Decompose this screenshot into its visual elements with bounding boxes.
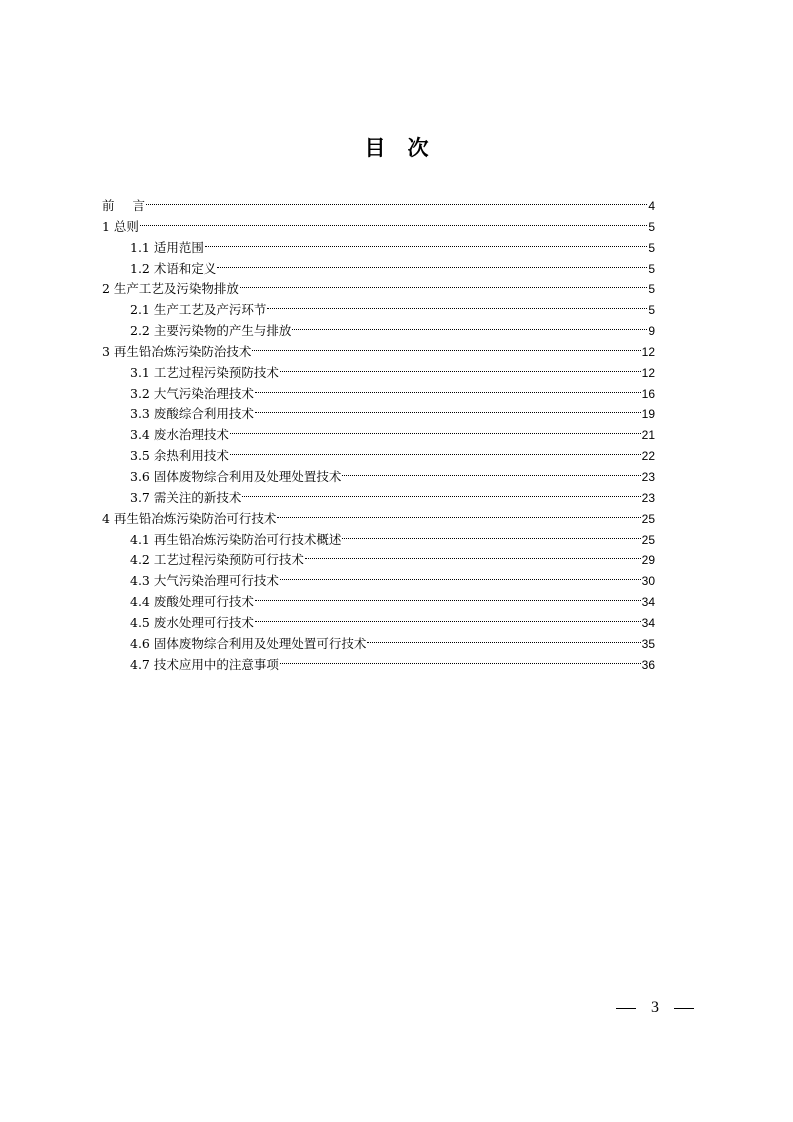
toc-entry-page: 9 <box>648 324 655 339</box>
toc-entry-page: 5 <box>648 282 655 297</box>
toc-entry-label: 4.4 废酸处理可行技术 <box>130 594 254 610</box>
dot-leader <box>280 649 641 669</box>
dot-leader <box>230 440 641 460</box>
dot-leader <box>280 357 641 377</box>
toc-entry-label: 4 再生铅冶炼污染防治可行技术 <box>102 510 277 526</box>
toc-entry-label: 3.6 固体废物综合利用及处理处置技术 <box>130 468 342 484</box>
dot-leader <box>267 294 647 314</box>
toc-entry[interactable] <box>102 232 655 253</box>
toc-entry-page: 5 <box>648 303 655 318</box>
toc-entry-label: 1 总则 <box>102 218 139 234</box>
dot-leader <box>252 336 640 356</box>
dot-leader <box>255 586 641 606</box>
dot-leader <box>292 315 647 335</box>
dot-leader <box>255 398 641 418</box>
footer-dash-right <box>674 1008 694 1009</box>
dot-leader <box>342 524 640 544</box>
toc-entry-label: 4.3 大气污染治理可行技术 <box>130 573 279 589</box>
toc-entry-label: 4.6 固体废物综合利用及处理处置可行技术 <box>130 635 367 651</box>
dot-leader <box>217 253 647 273</box>
toc-entry-label: 4.7 技术应用中的注意事项 <box>130 656 279 672</box>
dot-leader <box>230 419 641 439</box>
table-of-contents <box>102 190 655 672</box>
dot-leader <box>367 628 640 648</box>
toc-entry-page: 23 <box>641 490 655 505</box>
toc-entry-label: 2.2 主要污染物的产生与排放 <box>130 323 292 339</box>
toc-entry-label: 3.5 余热利用技术 <box>130 448 229 464</box>
page-title <box>0 132 793 162</box>
toc-entry-label: 3 再生铅冶炼污染防治技术 <box>102 343 252 359</box>
dot-leader <box>146 190 647 210</box>
toc-entry-page: 4 <box>648 199 655 213</box>
footer-dash-left <box>616 1008 636 1009</box>
dot-leader <box>240 273 647 293</box>
toc-entry-label: 1.2 术语和定义 <box>130 260 217 276</box>
toc-entry-page: 23 <box>641 469 655 484</box>
toc-entry-page: 36 <box>641 657 655 672</box>
toc-entry-page: 34 <box>641 615 655 630</box>
toc-entry-page: 25 <box>641 511 655 526</box>
toc-entry-page: 30 <box>641 574 655 589</box>
toc-entry-label: 3.1 工艺过程污染预防技术 <box>130 364 279 380</box>
dot-leader <box>305 544 641 564</box>
toc-entry-page: 5 <box>648 219 655 234</box>
toc-entry-page: 35 <box>641 636 655 651</box>
toc-entry-page: 22 <box>641 449 655 464</box>
dot-leader <box>280 565 641 585</box>
dot-leader <box>242 482 640 502</box>
dot-leader <box>255 607 641 627</box>
page-footer <box>616 999 694 1017</box>
title-char-1: 目 <box>364 136 386 160</box>
dot-leader <box>205 232 647 252</box>
toc-entry-label: 4.2 工艺过程污染预防可行技术 <box>130 552 304 568</box>
toc-entry-label: 2 生产工艺及污染物排放 <box>102 281 239 297</box>
title-char-2: 次 <box>407 136 429 160</box>
page-number: 3 <box>651 999 659 1016</box>
toc-entry-page: 21 <box>641 428 655 443</box>
toc-entry-page: 16 <box>641 386 655 401</box>
toc-entry-page: 29 <box>641 553 655 568</box>
toc-entry-label: 2.1 生产工艺及产污环节 <box>130 302 267 318</box>
toc-entry-page: 25 <box>641 532 655 547</box>
dot-leader <box>140 211 647 231</box>
toc-entry-page: 34 <box>641 595 655 610</box>
toc-entry-page: 12 <box>641 365 655 380</box>
toc-entry-label: 1.1 适用范围 <box>130 239 204 255</box>
toc-entry-label: 4.5 废水处理可行技术 <box>130 614 254 630</box>
toc-entry-label: 4.1 再生铅冶炼污染防治可行技术概述 <box>130 531 342 547</box>
toc-entry-label: 前 言 <box>102 198 146 213</box>
dot-leader <box>277 503 640 523</box>
toc-entry-label: 3.2 大气污染治理技术 <box>130 385 254 401</box>
toc-entry-label: 3.4 废水治理技术 <box>130 427 229 443</box>
dot-leader <box>255 378 641 398</box>
toc-entry-label: 3.3 废酸综合利用技术 <box>130 406 254 422</box>
dot-leader <box>342 461 640 481</box>
toc-entry-page: 5 <box>648 240 655 255</box>
toc-entry-page: 5 <box>648 261 655 276</box>
toc-entry-page: 19 <box>641 407 655 422</box>
toc-entry-foreword[interactable] <box>102 190 655 211</box>
toc-entry-page: 12 <box>641 344 655 359</box>
toc-entry[interactable] <box>102 211 655 232</box>
toc-entry-label: 3.7 需关注的新技术 <box>130 489 242 505</box>
